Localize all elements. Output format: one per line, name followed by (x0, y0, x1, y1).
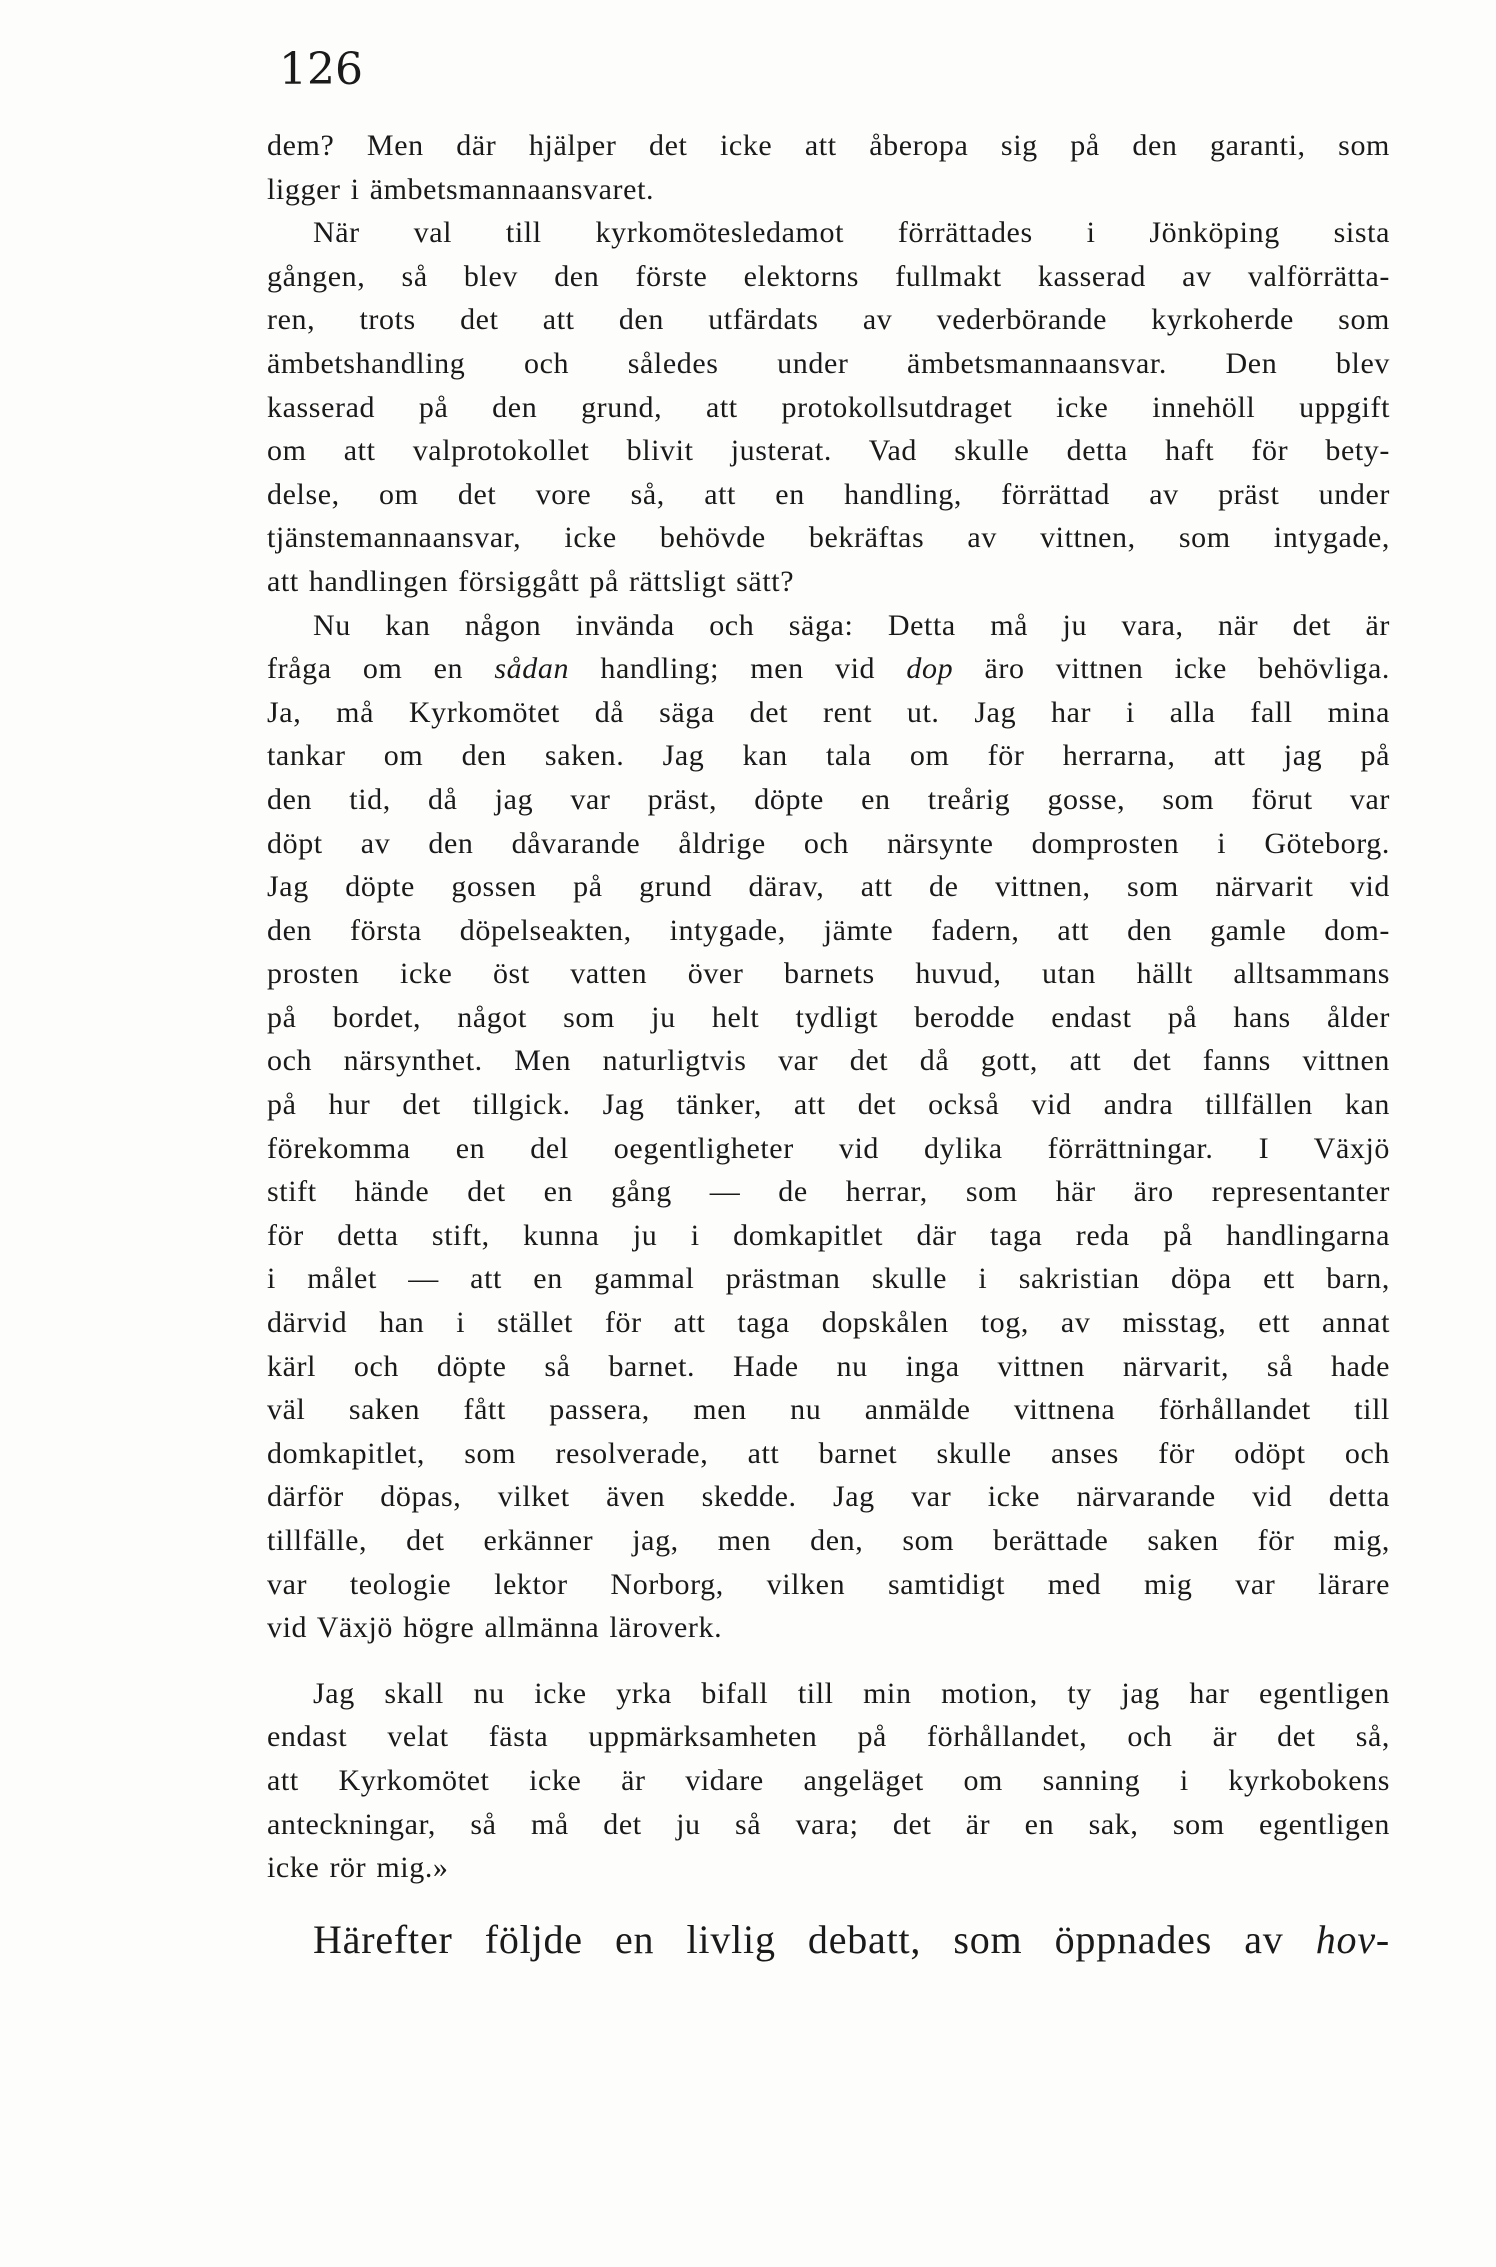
text-line: delse, om det vore så, att en handling, förrättad av präst under (267, 477, 1390, 511)
text-line: den första döpelseakten, intygade, jämte fadern, att den gamle dom- (267, 913, 1390, 947)
italic-text: sådan (494, 652, 570, 686)
italic-text: dop (906, 652, 954, 686)
text-line: att Kyrkomötet icke är vidare angeläget om sanning i kyrkobokens (267, 1763, 1390, 1797)
paragraph-2 (267, 211, 1390, 603)
text-line: Ja, må Kyrkomötet då säga det rent ut. Jag har i alla fall mina (267, 695, 1390, 729)
text-line: tjänstemannaansvar, icke behövde bekräftas av vittnen, som intygade, (267, 521, 1390, 555)
text-line: att handlingen försiggått på rättsligt sätt? (267, 564, 795, 598)
text-line: förekomma en del oegentligheter vid dylika förrättningar. I Växjö (267, 1131, 1390, 1165)
text-line: den tid, då jag var präst, döpte en treårig gosse, som förut var (267, 782, 1390, 816)
text-line: om att valprotokollet blivit justerat. Vad skulle detta haft för bety- (267, 434, 1390, 468)
text-line: därför döpas, vilket även skedde. Jag var icke närvarande vid detta (267, 1480, 1390, 1514)
body-text (267, 124, 1390, 1968)
text-line: väl saken fått passera, men nu anmälde vittnena förhållandet till (267, 1393, 1390, 1427)
text-line: När val till kyrkomötesledamot förrättades i Jönköping sista (313, 216, 1390, 250)
text-line: ligger i ämbetsmannaansvaret. (267, 172, 655, 206)
text-line: gången, så blev den förste elektorns fullmakt kasserad av valförrätta- (267, 259, 1390, 293)
text-line: kärl och döpte så barnet. Hade nu inga vittnen närvarit, så hade (267, 1349, 1390, 1383)
text-line: icke rör mig.» (267, 1851, 449, 1885)
text-line: stift hände det en gång — de herrar, som här äro representanter (267, 1175, 1390, 1209)
text-line: på bordet, något som ju helt tydligt berodde endast på hans ålder (267, 1000, 1390, 1034)
paragraph-final (267, 1912, 1390, 1968)
text-line: därvid han i stället för att taga dopskålen tog, av misstag, ett annat (267, 1306, 1390, 1340)
text-line: och närsynthet. Men naturligtvis var det då gott, att det fanns vittnen (267, 1044, 1390, 1078)
text-line: endast velat fästa uppmärksamheten på förhållandet, och är det så, (267, 1720, 1390, 1754)
text-line: vid Växjö högre allmänna läroverk. (267, 1611, 723, 1645)
text-line: Jag skall nu icke yrka bifall till min motion, ty jag har egentligen (313, 1676, 1390, 1710)
text-line: prosten icke öst vatten över barnets huvud, utan hällt alltsammans (267, 957, 1390, 991)
text-line: tankar om den saken. Jag kan tala om för herrarna, att jag på (267, 739, 1390, 773)
text-line: tillfälle, det erkänner jag, men den, som berättade saken för mig, (267, 1524, 1390, 1557)
text-line: ren, trots det att den utfärdats av vederbörande kyrkoherde som (267, 303, 1390, 337)
text-line: Jag döpte gossen på grund därav, att de vittnen, som närvarit vid (267, 870, 1390, 904)
paragraph-1 (267, 124, 1390, 211)
italic-text: hov- (1315, 1916, 1390, 1962)
page-number: 126 (279, 44, 363, 95)
text-line: kasserad på den grund, att protokollsutdraget icke innehöll uppgift (267, 390, 1390, 424)
text-line: var teologie lektor Norborg, vilken samtidigt med mig var lärare (267, 1567, 1390, 1601)
text-line: anteckningar, så må det ju så vara; det är en sak, som egentligen (267, 1807, 1390, 1841)
paragraph-gap (267, 1650, 1390, 1672)
text-line: dem? Men där hjälper det icke att åberopa sig på den garanti, som (267, 129, 1390, 162)
text-line: Härefter följde en livlig debatt, som öppnades av hov- (313, 1916, 1390, 1962)
text-line: fråga om en sådan handling; men vid dop äro vittnen icke behövliga. (267, 652, 1390, 686)
paragraph-gap (267, 1890, 1390, 1912)
paragraph-4 (267, 1672, 1390, 1890)
text-line: Nu kan någon invända och säga: Detta må ju vara, när det är (313, 608, 1390, 642)
text-line: döpt av den dåvarande åldrige och närsynte domprosten i Göteborg. (267, 826, 1390, 860)
text-line: ämbetshandling och således under ämbetsmannaansvar. Den blev (267, 346, 1390, 380)
text-line: domkapitlet, som resolverade, att barnet skulle anses för odöpt och (267, 1436, 1390, 1470)
text-line: på hur det tillgick. Jag tänker, att det också vid andra tillfällen kan (267, 1088, 1390, 1122)
text-line: för detta stift, kunna ju i domkapitlet där taga reda på handlingarna (267, 1218, 1390, 1252)
text-line: i målet — att en gammal prästman skulle i sakristian döpa ett barn, (267, 1262, 1390, 1296)
paragraph-3 (267, 604, 1390, 1650)
